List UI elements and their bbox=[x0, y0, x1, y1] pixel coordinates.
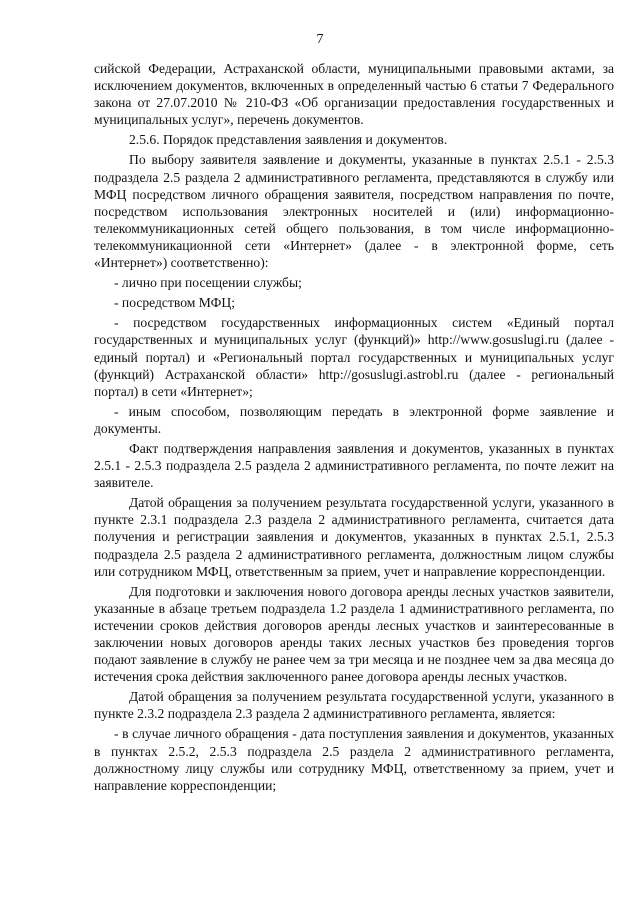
list-item-in-person: - лично при посещении службы; bbox=[114, 275, 302, 291]
paragraph-application-date-2-3-2: Датой обращения за получением результата государственной услуги, указанного в пункте 2.3.2 подраздела 2.3 раздела 2 административного регламента, является: bbox=[94, 689, 614, 722]
list-item-portals: - посредством государственных информационных систем «Единый портал государственных и муниципальных услуг (функций)» http://www.gosuslugi.ru (далее - единый портал) и «Региональный портал государственных и муниципальных услуг (функций) Астраханской области» http://gosuslugi.astrobl.ru (далее - региональный портал) в сети «Интернет»; bbox=[94, 315, 614, 399]
list-item-mfc: - посредством МФЦ; bbox=[114, 295, 236, 311]
paragraph-continuation: сийской Федерации, Астраханской области, муниципальными правовыми актами, за исключением документов, включенных в определенный частью 6 статьи 7 Федерального закона от 27.07.2010 № 210-ФЗ «Об организации предоставления государственных и муниципальных услуг», перечень документов. bbox=[94, 61, 614, 128]
paragraph-application-date-2-3-1: Датой обращения за получением результата государственной услуги, указанного в пункте 2.3.1 подраздела 2.3 раздела 2 административного регламента, считается дата получения и регистрации заявления и документов, указанных в пунктах 2.5.1, 2.5.3 подраздела 2.5 раздела 2 административного регламента, должностным лицом службы или сотрудником МФЦ, ответственным за прием, учет и направление корреспонденции. bbox=[94, 495, 614, 579]
page-number: 7 bbox=[316, 32, 324, 47]
paragraph-postal-confirmation: Факт подтверждения направления заявления и документов, указанных в пунктах 2.5.1 - 2.5.3 подраздела 2.5 раздела 2 административного регламента, по почте лежит на заявителе. bbox=[94, 440, 614, 491]
paragraph-new-lease: Для подготовки и заключения нового договора аренды лесных участков заявители, указанные в абзаце третьем подраздела 1.2 раздела 1 административного регламента, по истечении сроков действия договоров аренды лесных участков и заинтересованные в заключении новых договоров аренды таких лесных участков без проведения торгов подают заявление в службу не ранее чем за три месяца и не позднее чем за два месяца до истечения срока действия заключенного ранее договора аренды лесных участков. bbox=[94, 583, 614, 685]
paragraph-submission-methods: По выбору заявителя заявление и документы, указанные в пунктах 2.5.1 - 2.5.3 подраздела 2.5 раздела 2 административного регламента, представляются в службу или МФЦ посредством личного обращения заявителя, посредством направления по почте, посредством использования электронных носителей и (или) информационно-телекоммуникационных сетей общего пользования, в том числе информационно-телекоммуникационной сети «Интернет» (далее - в электронной форме, сеть «Интернет») соответственно): bbox=[94, 152, 614, 271]
section-heading-2-5-6: 2.5.6. Порядок представления заявления и документов. bbox=[129, 132, 448, 148]
list-item-other: - иным способом, позволяющим передать в электронной форме заявление и документы. bbox=[94, 403, 614, 436]
document-body bbox=[94, 60, 614, 797]
list-item-personal-application: - в случае личного обращения - дата поступления заявления и документов, указанных в пунктах 2.5.2, 2.5.3 подраздела 2.5 раздела 2 административного регламента, должностному лицу службы или сотруднику МФЦ, ответственному за прием, учет и направление корреспонденции; bbox=[94, 726, 614, 793]
